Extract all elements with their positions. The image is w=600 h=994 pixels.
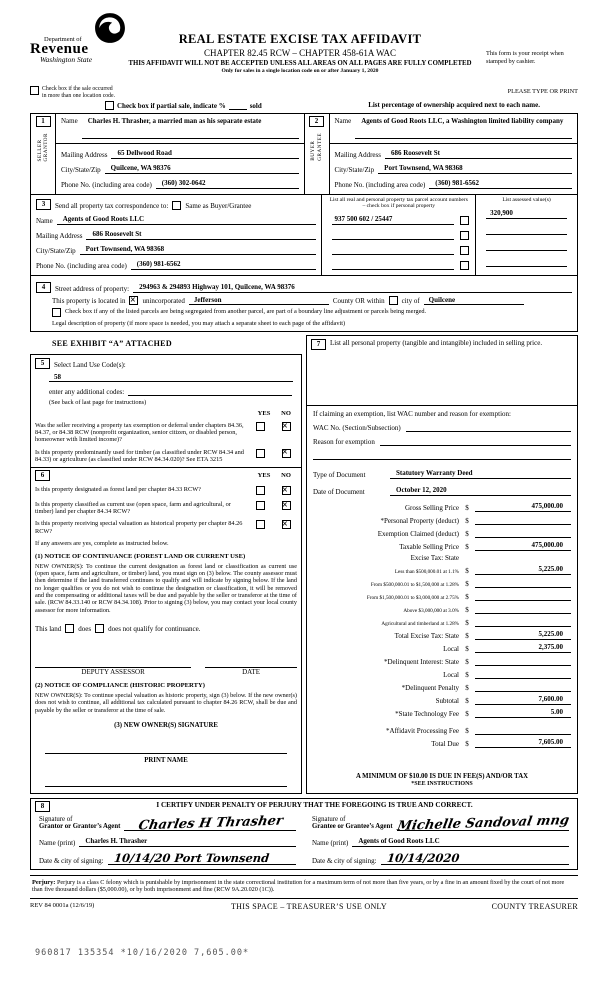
unincorporated-checkbox[interactable] — [129, 296, 138, 305]
assessed-value-field-4[interactable] — [486, 257, 567, 267]
deputy-assessor-signature-field[interactable] — [35, 657, 191, 668]
rate-tier1-field[interactable]: 5,225.00 — [475, 565, 571, 575]
partial-sale-sold-label: sold — [249, 102, 262, 110]
minimum-due-note: A MINIMUM OF $10.00 IS DUE IN FEE(S) AND/OR TAX — [355, 772, 529, 780]
rate-tier1-label: Less than $500,000.01 at 1.1% — [394, 569, 459, 575]
legal-description-value: SEE EXHIBIT “A” ATTACHED — [52, 339, 172, 348]
parcel-numbers-box — [322, 195, 578, 276]
deputy-date-label: DATE — [242, 667, 261, 676]
delinquent-interest-local-field[interactable] — [475, 669, 571, 679]
segregated-note: Check box if any of the listed parcels are being segregated from another parcel, are part of a boundary line adjustment or parcels being merged. — [65, 308, 427, 315]
correspondence-phone-field[interactable]: (360) 981-6562 — [131, 260, 317, 270]
parcel-header-line1: List all real and personal property tax parcel account numbers — [329, 197, 468, 203]
seller-phone-field[interactable]: (360) 302-0642 — [156, 179, 299, 189]
delinquent-penalty-field[interactable] — [475, 682, 571, 692]
form-revision-number: REV 84 0001a (12/6/19) — [30, 901, 95, 909]
total-excise-local-label: Local — [443, 645, 459, 653]
city-checkbox[interactable] — [389, 296, 398, 305]
perjury-label: Perjury: — [32, 878, 56, 886]
affidavit-processing-fee-label: *Affidavit Processing Fee — [386, 727, 459, 735]
buyer-phone-label: Phone No. (including area code) — [334, 181, 426, 189]
unincorporated-label: unincorporated — [142, 297, 185, 305]
receipt-note: This form is your receipt when stamped by cashier. — [486, 50, 564, 65]
delinquent-penalty-label: *Delinquent Penalty — [401, 684, 459, 692]
form-footer — [30, 898, 578, 911]
notice-continuance-text: NEW OWNER(S): To continue the current designation as forest land or classification as current use (open space, farm and agriculture, or timber) land, you must sign on (3) below. The county assessor must then determine if the land transferred continues to qualify and will indicate by signing below. If the land no longer qualifies or you do not wish to continue the designation or classification, it will be removed and the compensating or additional taxes will be due and payable by the seller or transferor at the time of sale. (RCW 84.33.140 or RCW 84.34.108). Prior to signing (3) below, you may contact your local county assessor for more information. — [35, 562, 297, 614]
parcel-number-field-3[interactable] — [332, 245, 454, 255]
correspondence-city-field[interactable]: Port Townsend, WA 98368 — [80, 245, 317, 255]
subtotal-field[interactable]: 7,600.00 — [475, 695, 571, 705]
this-land-label: This land — [35, 624, 62, 633]
personal-property-checkbox-2[interactable] — [460, 231, 469, 240]
yes-header: YES — [257, 410, 271, 417]
delinquent-interest-local-label: Local — [443, 671, 459, 679]
q5a-no-checkbox[interactable] — [282, 422, 291, 431]
current-use-question: Is this property classified as current use (open space, farm and agricultural, or timber) land per chapter 84.34 RCW? — [35, 501, 231, 516]
section-4-number: 4 — [36, 282, 51, 293]
county-treasurer-label: COUNTY TREASURER — [491, 901, 578, 911]
seller-mailing-label: Mailing Address — [61, 151, 108, 159]
q5b-yes-checkbox[interactable] — [256, 449, 265, 458]
gross-selling-price-label: Gross Selling Price — [404, 504, 459, 512]
section-6-number: 6 — [35, 470, 50, 481]
grantee-name-print-label: Name (print) — [312, 838, 349, 847]
property-address-box — [30, 276, 578, 332]
correspondence-name-label: Name — [36, 217, 53, 225]
city-field[interactable]: Quilcene — [424, 296, 524, 305]
q6b-yes-checkbox[interactable] — [256, 501, 265, 510]
q6c-no-checkbox[interactable] — [282, 520, 291, 529]
personal-property-deduct-label: *Personal Property (deduct) — [380, 517, 459, 525]
grantor-name-print-label: Name (print) — [39, 838, 76, 847]
seller-mailing-field[interactable]: 65 Dellwood Road — [111, 149, 298, 159]
grantee-role-label: Grantee or Grantee’s Agent — [312, 823, 393, 831]
multiple-location-checkbox[interactable] — [30, 86, 39, 95]
correspondence-phone-label: Phone No. (including area code) — [36, 262, 127, 270]
reason-exemption-field-2[interactable] — [313, 451, 571, 460]
reason-exemption-label: Reason for exemption — [313, 438, 375, 446]
does-checkbox[interactable] — [65, 624, 74, 633]
q5b-no-checkbox[interactable] — [282, 449, 291, 458]
grantor-role-label: Grantor or Grantor’s Agent — [39, 823, 121, 831]
grantee-name-print-field[interactable]: Agents of Good Roots LLC — [352, 837, 569, 847]
seller-name-field[interactable]: Charles H. Thrasher, a married man as his separate estate — [82, 117, 299, 139]
buyer-city-label: City/State/Zip — [334, 166, 375, 174]
grantee-signature: Michelle Sandoval mng — [395, 813, 570, 834]
cashier-receipt-stamp: 960817 135354 *10/16/2020 7,605.00* — [35, 948, 250, 958]
parcel-number-field-1[interactable]: 937 500 602 / 25447 — [332, 215, 454, 225]
new-owner-signature-label: (3) NEW OWNER(S) SIGNATURE — [114, 721, 218, 729]
multi-location-note-line2: in more than one location code. — [42, 92, 116, 99]
assessed-values-header: List assessed value(s) — [502, 197, 551, 203]
type-or-print-note: PLEASE TYPE OR PRINT — [507, 88, 578, 95]
partial-sale-percent-field[interactable] — [229, 101, 247, 110]
section-2-number: 2 — [309, 116, 324, 127]
grantor-date-city-label: Date & city of signing: — [39, 856, 104, 865]
land-use-code-box — [30, 354, 302, 468]
q6c-yes-checkbox[interactable] — [256, 520, 265, 529]
type-of-document-label: Type of Document — [313, 471, 366, 479]
grantee-signature-field[interactable] — [395, 813, 570, 834]
section-7-number: 7 — [311, 339, 326, 350]
located-in-label: This property is located in — [52, 297, 126, 305]
correspondence-label: Send all property tax correspondence to: — [55, 202, 169, 210]
section-5-number: 5 — [35, 358, 50, 369]
seller-grantor-box — [31, 114, 305, 194]
logo-dept-of: Department of — [44, 36, 82, 43]
logo-revenue: Revenue — [30, 41, 89, 57]
total-excise-state-label: Total Excise Tax: State — [394, 632, 459, 640]
grantee-date-city-label: Date & city of signing: — [312, 856, 377, 865]
form-header — [0, 0, 600, 112]
seller-name-label: Name — [61, 117, 78, 125]
buyer-phone-field[interactable]: (360) 981-6562 — [429, 179, 572, 189]
no-header-2: NO — [281, 472, 291, 480]
q5a-yes-checkbox[interactable] — [256, 422, 265, 431]
historic-property-question: Is this property receiving special valuation as historical property per chapter 84.26 RCW? — [35, 520, 243, 535]
single-location-note: Only for sales in a single location code on or after January 1, 2020 — [221, 68, 379, 74]
correspondence-mailing-field[interactable]: 686 Roosevelt St — [86, 230, 316, 240]
grantor-signature-of-label: Signature of — [39, 815, 73, 823]
assessed-value-field-1[interactable]: 320,900 — [486, 209, 567, 219]
gross-selling-price-field[interactable]: 475,000.00 — [475, 502, 571, 512]
perjury-notice — [30, 875, 578, 896]
delinquent-interest-state-label: *Delinquent Interest: State — [383, 658, 459, 666]
wac-number-label: WAC No. (Section/Subsection) — [313, 424, 401, 432]
excise-tax-state-label: Excise Tax: State — [410, 554, 459, 562]
does-not-checkbox[interactable] — [95, 624, 104, 633]
type-of-document-field[interactable]: Statutory Warranty Deed — [390, 469, 571, 479]
tax-computation-box: 7 List all personal property (tangible and intangible) included in selling price. If claiming an exemption, list WAC number and reason for exemption: WAC No. (Section/Subsection) Reason for exemption Type of Document Statutory Warranty Deed Date of Document October 12, 2020 Gross Selling Price $ 475,000.00 *Personal Property (deduct) $ Exemption Claimed (deduct) $ Taxable Selling Price $ 475,000.00 Excise Tax: State Less than $500,000.01 at 1.1% $ 5,225.00 From $500,000.01 to $1,500,000 at 1.28% $ From $1,500,000.01 to $3,000,000 at 2.75% $ Above $3,000,000 at 3.0% $ Agricultural and timberland at 1.28% $ Total Excise Tax: State $ 5,225.00 Local $ 2,375.00 *Delinquent Interest: State $ Local $ *Delinquent Penalty $ Subtotal $ 7,600.00 *State Technology Fee $ 5.00 *Affidavit Processing Fee $ Total Due $ 7,605.00 A MINIMUM OF $10.00 IS DUE IN FEE(S) AND/OR TAX *SEE INSTRUCTIONS — [306, 335, 578, 794]
correspondence-city-label: City/State/Zip — [36, 247, 76, 255]
subtotal-label: Subtotal — [435, 697, 459, 705]
buyer-name-field[interactable]: Agents of Good Roots LLC, a Washington limited liability company — [355, 117, 572, 139]
agricultural-rate-field[interactable] — [475, 617, 571, 627]
rate-tier3-label: From $1,500,000.01 to $3,000,000 at 2.75% — [366, 595, 459, 601]
additional-codes-label: enter any additional codes: — [49, 388, 125, 396]
grantee-date-city-field[interactable] — [381, 850, 569, 865]
logo-washington-state: Washington State — [40, 55, 93, 64]
grantor-signature: Charles H Thrasher — [136, 813, 284, 834]
buyer-grantee-side-label: BUYER GRANTEE — [310, 133, 323, 161]
correspondence-name-field[interactable]: Agents of Good Roots LLC — [57, 215, 317, 225]
street-address-label: Street address of property: — [55, 285, 130, 293]
seller-phone-label: Phone No. (including area code) — [61, 181, 152, 189]
new-owner-signature-field[interactable] — [45, 741, 287, 754]
treasurer-space-label: THIS SPACE – TREASURER’S USE ONLY — [230, 901, 387, 911]
no-header: NO — [281, 410, 291, 417]
exemption-deferral-question: Was the seller receiving a property tax exemption or deferral under chapters 84.36, 84.37, or 84.38 RCW (nonprofit organization, senior citizen, or disabled person, homeowner with limited income)? — [35, 422, 244, 444]
assessed-value-field-2[interactable] — [486, 225, 567, 235]
same-as-buyer-label: Same as Buyer/Grantee — [185, 202, 252, 210]
buyer-city-field[interactable]: Port Townsend, WA 98368 — [378, 164, 572, 174]
legal-description-note: Legal description of property (if more space is needed, you may attach a separate sheet to each page of the affidavit) — [52, 320, 346, 327]
perjury-text: Perjury is a class C felony which is punishable by imprisonment in the state correctional institution for a maximum term of not more than five years, or by a fine in an amount fixed by the court of not more than five thousand dollars ($5,000.00), or by both imprisonment and fine (RCW 9A.20.020 (1C)). — [32, 878, 565, 893]
exemption-claimed-label: Exemption Claimed (deduct) — [377, 530, 459, 538]
instructions-note: (See back of last page for instructions) — [49, 399, 147, 406]
form-chapter: CHAPTER 82.45 RCW – CHAPTER 458-61A WAC — [204, 48, 396, 58]
does-not-label: does not qualify for continuance. — [108, 624, 201, 633]
print-name-field[interactable] — [45, 774, 287, 787]
buyer-mailing-field[interactable]: 686 Roosevelt St — [385, 149, 572, 159]
land-designation-box — [30, 468, 302, 794]
parcel-number-field-4[interactable] — [332, 260, 454, 270]
street-address-field[interactable]: 294963 & 294893 Highway 101, Quilcene, WA 98376 — [133, 283, 572, 293]
wac-number-field[interactable] — [406, 423, 571, 432]
grantor-date-city-field[interactable] — [108, 850, 296, 865]
affidavit-processing-fee-field[interactable] — [475, 725, 571, 735]
correspondence-mailing-label: Mailing Address — [36, 232, 83, 240]
partial-sale-checkbox[interactable] — [105, 101, 114, 110]
see-instructions-note: *SEE INSTRUCTIONS — [411, 780, 473, 787]
q6b-no-checkbox[interactable] — [282, 501, 291, 510]
personal-property-title: List all personal property (tangible and intangible) included in selling price. — [330, 339, 543, 347]
delinquent-interest-state-field[interactable] — [475, 656, 571, 666]
timber-agriculture-question: Is this property predominantly used for timber (as classified under RCW 84.34 and 84.33) or agriculture (as classified under RCW 84.34.020)? See ETA 3215 — [35, 448, 244, 463]
county-field[interactable]: Jefferson — [189, 296, 329, 305]
ownership-note: List percentage of ownership acquired next to each name. — [368, 101, 540, 109]
yes-header-2: YES — [257, 472, 271, 480]
assessed-value-field-3[interactable] — [486, 241, 567, 251]
partial-sale-label: Check box if partial sale, indicate % — [117, 102, 226, 110]
buyer-mailing-label: Mailing Address — [334, 151, 381, 159]
additional-codes-field[interactable] — [128, 387, 292, 396]
section-3-number: 3 — [36, 199, 51, 210]
rate-tier4-label: Above $3,000,000 at 3.0% — [403, 608, 459, 614]
agricultural-rate-label: Agricultural and timberland at 1.28% — [381, 621, 459, 627]
land-use-title: Select Land Use Code(s): — [54, 361, 126, 369]
parties-box — [30, 113, 578, 195]
total-due-label: Total Due — [431, 740, 459, 748]
total-excise-local-field[interactable]: 2,375.00 — [475, 643, 571, 653]
reason-exemption-field[interactable] — [380, 437, 571, 446]
exemption-claimed-field[interactable] — [475, 528, 571, 538]
grantor-date-city-handwriting: 10/14/20 Port Townsend — [112, 850, 270, 865]
total-excise-state-field[interactable]: 5,225.00 — [475, 630, 571, 640]
tax-correspondence-box — [30, 195, 322, 276]
grantor-name-print-field[interactable]: Charles H. Thrasher — [79, 837, 296, 847]
city-of-label: city of — [401, 297, 420, 305]
rate-tier4-field[interactable] — [475, 604, 571, 614]
personal-property-deduct-field[interactable] — [475, 515, 571, 525]
deputy-date-field[interactable] — [205, 657, 297, 668]
perjury-certification-statement: I CERTIFY UNDER PENALTY OF PERJURY THAT THE FOREGOING IS TRUE AND CORRECT. — [156, 800, 473, 809]
parcel-number-field-2[interactable] — [332, 230, 454, 240]
taxable-selling-price-label: Taxable Selling Price — [399, 543, 459, 551]
seller-grantor-side-label: SELLER GRANTOR — [36, 133, 49, 162]
notice-compliance-title: (2) NOTICE OF COMPLIANCE (HISTORIC PROPERTY) — [35, 681, 205, 689]
buyer-grantee-box — [305, 114, 578, 194]
grantee-date-city-handwriting: 10/14/2020 — [385, 850, 460, 865]
notice-compliance-text: NEW OWNER(S): To continue special valuation as historic property, sign (3) below. If the new owner(s) does not wish to continue, all additional tax calculated pursuant to chapter 84.26 RCW, shall be due and payable by the seller or transferor at the time of sale. — [35, 691, 297, 714]
land-use-code-field[interactable]: 58 — [49, 373, 293, 382]
taxable-selling-price-field[interactable]: 475,000.00 — [475, 541, 571, 551]
forest-land-question: Is this property designated as forest land per chapter 84.33 RCW? — [35, 486, 201, 494]
deputy-assessor-label: DEPUTY ASSESSOR — [81, 667, 145, 676]
grantor-signature-field[interactable] — [124, 813, 296, 834]
print-name-label: PRINT NAME — [144, 756, 188, 764]
state-technology-fee-label: *State Technology Fee — [395, 710, 459, 718]
q6a-no-checkbox[interactable] — [282, 486, 291, 495]
county-or-label: County OR within — [332, 297, 385, 305]
q6a-yes-checkbox[interactable] — [256, 486, 265, 495]
section-8-number: 8 — [35, 801, 50, 812]
parcel-header-line2: – check box if personal property — [362, 203, 436, 210]
total-due-field[interactable]: 7,605.00 — [475, 738, 571, 748]
does-label: does — [78, 624, 92, 633]
seller-city-label: City/State/Zip — [61, 166, 101, 174]
date-of-document-field[interactable]: October 12, 2020 — [390, 486, 571, 496]
rate-tier2-label: From $500,000.01 to $1,500,000 at 1.28% — [370, 582, 459, 588]
rate-tier3-field[interactable] — [475, 591, 571, 601]
notice-continuance-title: (1) NOTICE OF CONTINUANCE (FOREST LAND OR CURRENT USE) — [35, 552, 246, 560]
rate-tier2-field[interactable] — [475, 578, 571, 588]
personal-property-checkbox-1[interactable] — [460, 216, 469, 225]
exemption-heading: If claiming an exemption, list WAC number and reason for exemption: — [313, 410, 511, 418]
personal-property-list-area[interactable] — [307, 353, 577, 405]
any-yes-note: If any answers are yes, complete as instructed below. — [35, 539, 169, 547]
form-warning: THIS AFFIDAVIT WILL NOT BE ACCEPTED UNLESS ALL AREAS ON ALL PAGES ARE FULLY COMPLETED — [128, 60, 472, 67]
personal-property-checkbox-3[interactable] — [460, 246, 469, 255]
date-of-document-label: Date of Document — [313, 488, 365, 496]
personal-property-checkbox-4[interactable] — [460, 261, 469, 270]
state-technology-fee-field[interactable]: 5.00 — [475, 708, 571, 718]
same-as-buyer-checkbox[interactable] — [172, 201, 181, 210]
seller-city-field[interactable]: Quilcene, WA 98376 — [105, 164, 299, 174]
form-title: REAL ESTATE EXCISE TAX AFFIDAVIT — [178, 32, 422, 46]
segregated-checkbox[interactable] — [52, 308, 61, 317]
buyer-name-label: Name — [334, 117, 352, 125]
section-1-number: 1 — [36, 116, 51, 127]
multi-location-note-line1: Check box if the sale occurred — [42, 86, 113, 92]
certification-box — [30, 798, 578, 870]
grantee-signature-of-label: Signature of — [312, 815, 346, 823]
